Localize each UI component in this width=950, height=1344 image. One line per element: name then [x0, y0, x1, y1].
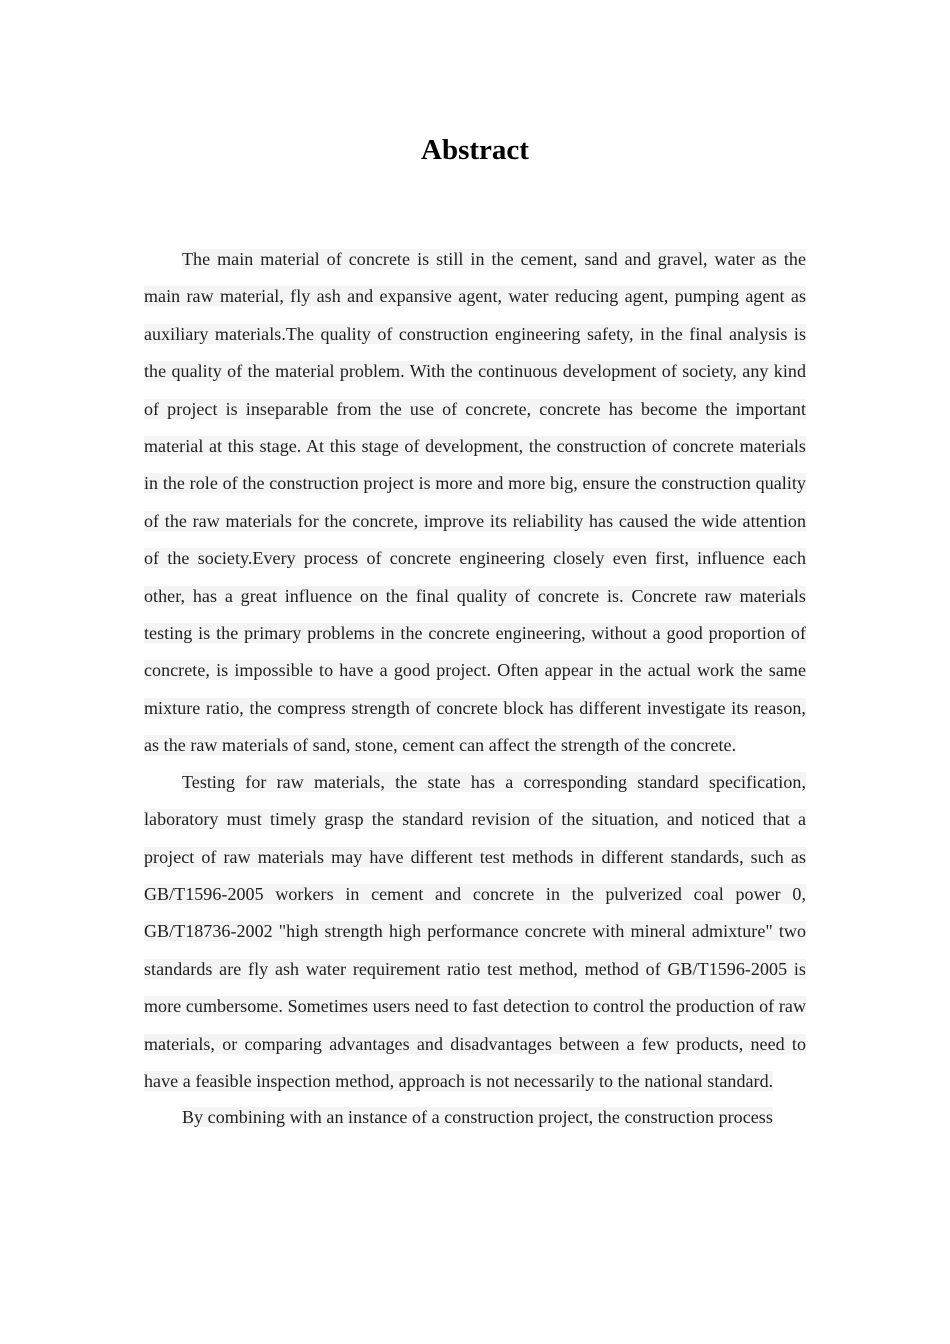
paragraph-text: Testing for raw materials, the state has a corresponding standard specification, laboratory must timely grasp the standard revision of the situation, and noticed that a project of raw materials may have different test methods in different standards, such as GB/T1596-2005 workers in cement and concrete in the pulverized coal power 0, GB/T18736-2002 "high strength high performance concrete with mineral admixture" two standards are fly ash water requirement ratio test method, method of GB/T1596-2005 is more cumbersome. Sometimes users need to fast detection to control the production of raw materials, or comparing advantages and disadvantages between a few products, need to have a feasible inspection method, approach is not necessarily to the national standard.: [144, 771, 806, 1091]
paragraph-text: By combining with an instance of a construction project, the construction process: [182, 1107, 773, 1128]
abstract-body: [144, 241, 806, 1137]
abstract-paragraph-1: [144, 241, 806, 765]
abstract-paragraph-3: [144, 1099, 806, 1136]
paragraph-text: The main material of concrete is still in the cement, sand and gravel, water as the main raw material, fly ash and expansive agent, water reducing agent, pumping agent as auxiliary materials.The quality of construction engineering safety, in the final analysis is the quality of the material problem. With the continuous development of society, any kind of project is inseparable from the use of concrete, concrete has become the important material at this stage. At this stage of development, the construction of concrete materials in the role of the construction project is more and more big, ensure the construction quality of the raw materials for the concrete, improve its reliability has caused the wide attention of the society.Every process of concrete engineering closely even first, influence each other, has a great influence on the final quality of concrete is. Concrete raw materials testing is the primary problems in the concrete engineering, without a good proportion of concrete, is impossible to have a good project. Often appear in the actual work the same mixture ratio, the compress strength of concrete block has different investigate its reason, as the raw materials of sand, stone, cement can affect the strength of the concrete.: [144, 249, 806, 756]
abstract-paragraph-2: [144, 764, 806, 1101]
page-title: Abstract: [421, 134, 529, 166]
